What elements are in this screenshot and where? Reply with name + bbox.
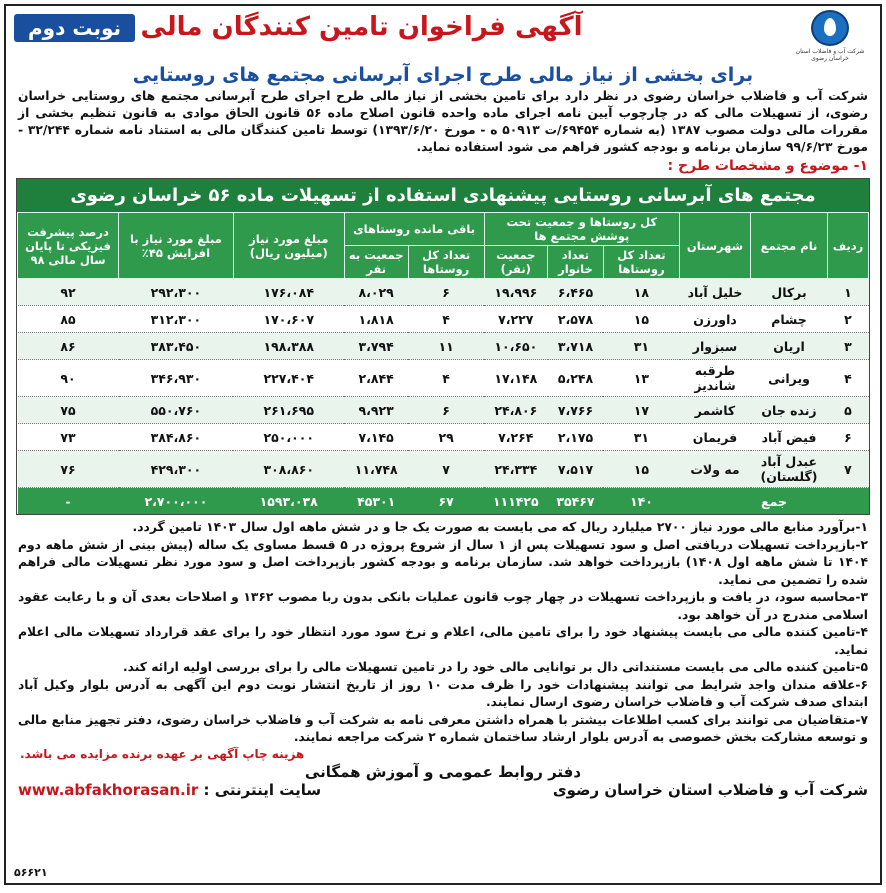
total-rem-villages: ۶۷ (408, 488, 484, 515)
advertisement-page (4, 4, 882, 885)
header-total-villages: تعداد کل روستاها (603, 246, 679, 279)
cell-villages: ۱۵ (603, 306, 679, 333)
cell-progress: ۸۵ (18, 306, 119, 333)
cell-amount: ۱۹۸،۳۸۸ (233, 333, 344, 360)
cell-population: ۲۴،۳۳۴ (484, 451, 548, 488)
footer-site-group (18, 781, 321, 799)
cell-amount: ۳۰۸،۸۶۰ (233, 451, 344, 488)
cell-households: ۶،۴۶۵ (548, 279, 604, 306)
total-amount-inc: ۲،۷۰۰،۰۰۰ (119, 488, 234, 515)
cell-city: طرقبه شاندیز (680, 360, 751, 397)
subtitle: برای بخشی از نیاز مالی طرح اجرای آبرسانی مجتمع های روستایی (132, 64, 754, 86)
projects-table-container (16, 178, 870, 515)
cell-villages: ۱۸ (603, 279, 679, 306)
table-row (18, 333, 869, 360)
footer-dept: دفتر روابط عمومی و آموزش همگانی (304, 762, 582, 781)
total-rem-population: ۴۵۳۰۱ (344, 488, 408, 515)
cell-rem-population: ۷،۱۴۵ (344, 424, 408, 451)
cell-rem-villages: ۲۹ (408, 424, 484, 451)
cell-villages: ۳۱ (603, 424, 679, 451)
header-complex: نام مجتمع (751, 213, 828, 279)
cell-city: کاشمر (680, 397, 751, 424)
note-item: ۶-علاقه مندان واجد شرایط می توانند پیشنهادات خود را ظرف مدت ۱۰ روز از تاریخ انتشار نوبت دوم این آگهی به آدرس بلوار وکیل آباد ابتدای صدف شرکت آب و فاضلاب خراسان رضوی ارسال نمایند. (18, 677, 868, 709)
cell-progress: ۷۳ (18, 424, 119, 451)
cell-progress: ۸۶ (18, 333, 119, 360)
header-row: ردیف (828, 213, 869, 279)
note-item: ۷-متقاضیان می توانند برای کسب اطلاعات بیشتر با همراه داشتن معرفی نامه به شرکت آب و فاضلاب خراسان رضوی، دفتر تجهیز منابع مالی و توسعه مشارکت بخش خصوصی به آدرس بلوار ارشاد ساختمان شماره ۲ شرکت مراجعه نمایند. (18, 712, 868, 744)
total-villages: ۱۴۰ (603, 488, 679, 515)
header (6, 6, 880, 66)
cell-rem-villages: ۶ (408, 397, 484, 424)
total-progress: - (18, 488, 119, 515)
cell-rem-villages: ۴ (408, 306, 484, 333)
cell-households: ۳،۷۱۸ (548, 333, 604, 360)
company-logo (788, 10, 872, 62)
table-row (18, 306, 869, 333)
cell-progress: ۹۲ (18, 279, 119, 306)
total-row (18, 488, 869, 515)
table-row (18, 451, 869, 488)
intro-paragraph: شرکت آب و فاضلاب خراسان رضوی در نظر دارد برای تامین بخشی از نیاز مالی طرح اجرای طرح آبرسانی مجتمع های روستایی خراسان رضوی، از تسهیلات مالی که در چارچوب آیین نامه اجرای ماده واحده قانون اصلاح ماده ۵۶ قانون الحاق موادی به قانون تنظیم بخشی از مقررات مالی دولت مصوب ۱۳۸۷ (به شماره ۶۹۴۵۴/ت ۵۰۹۱۳ ه - مورخ ۱۳۹۳/۶/۲۰) توسط تامین کنندگان مالی به استناد نامه شماره ۳۲/۲۴۴ - مورخ ۹۹/۶/۲۳ سازمان برنامه و بودجه کشور فراهم می شود استفاده نماید. (18, 89, 868, 154)
cell-city: مه ولات (680, 451, 751, 488)
cell-row: ۶ (828, 424, 869, 451)
table-row (18, 397, 869, 424)
header-city: شهرستان (680, 213, 751, 279)
note-item: ۱-برآورد منابع مالی مورد نیاز ۲۷۰۰ میلیارد ریال که می بایست به صورت یک جا و در شش ماهه اول سال ۱۴۰۳ تامین گردد. (132, 520, 868, 534)
note-item: ۴-تامین کننده مالی می بایست پیشنهاد خود را برای تامین مالی، اعلام و نرخ سود مورد انتظار خود را برای عقد قرارداد تسهیلات مالی اعلام نماید. (18, 625, 868, 657)
water-drop-icon (811, 10, 849, 46)
cell-population: ۲۴،۸۰۶ (484, 397, 548, 424)
cell-progress: ۷۵ (18, 397, 119, 424)
cell-complex: عبدل آباد (گلستان) (751, 451, 828, 488)
ad-code: ۵۶۶۲۱ (14, 866, 48, 879)
cell-city: داورزن (680, 306, 751, 333)
cell-amount-inc: ۳۴۶،۹۳۰ (119, 360, 234, 397)
cell-rem-population: ۲،۸۴۴ (344, 360, 408, 397)
cell-amount-inc: ۳۸۳،۴۵۰ (119, 333, 234, 360)
total-amount: ۱۵۹۳،۰۳۸ (233, 488, 344, 515)
header-population: جمعیت (نفر) (484, 246, 548, 279)
cell-progress: ۷۶ (18, 451, 119, 488)
cell-population: ۷،۲۲۷ (484, 306, 548, 333)
cell-amount: ۱۷۰،۶۰۷ (233, 306, 344, 333)
cell-amount-inc: ۲۹۲،۳۰۰ (119, 279, 234, 306)
header-progress: درصد پیشرفت فیزیکی تا پایان سال مالی ۹۸ (18, 213, 119, 279)
cell-complex: برکال (751, 279, 828, 306)
cell-population: ۱۹،۹۹۶ (484, 279, 548, 306)
cell-complex: چشام (751, 306, 828, 333)
cell-households: ۷،۷۶۶ (548, 397, 604, 424)
cell-population: ۱۷،۱۴۸ (484, 360, 548, 397)
cell-households: ۷،۵۱۷ (548, 451, 604, 488)
footer-bar (6, 781, 880, 799)
cell-amount-inc: ۳۸۴،۸۶۰ (119, 424, 234, 451)
cell-villages: ۱۵ (603, 451, 679, 488)
fee-note: هزینه چاپ آگهی بر عهده برنده مزایده می باشد. (20, 746, 305, 761)
table-title: مجتمع های آبرسانی روستایی پیشنهادی استفاده از تسهیلات ماده ۵۶ خراسان رضوی (17, 179, 869, 212)
footer-company: شرکت آب و فاضلاب استان خراسان رضوی (552, 780, 868, 799)
cell-villages: ۱۳ (603, 360, 679, 397)
cell-rem-population: ۳،۷۹۴ (344, 333, 408, 360)
cell-amount-inc: ۴۲۹،۳۰۰ (119, 451, 234, 488)
cell-row: ۵ (828, 397, 869, 424)
projects-table (17, 212, 869, 514)
header-amount: مبلغ مورد نیاز (میلیون ریال) (233, 213, 344, 279)
cell-villages: ۱۷ (603, 397, 679, 424)
table-row (18, 424, 869, 451)
cell-population: ۱۰،۶۵۰ (484, 333, 548, 360)
note-item: ۳-محاسبه سود، در یافت و بازپرداخت تسهیلات در چهار چوب قانون عملیات بانکی بدون ربا مصوب ۱۳۶۲ و اصلاحات بعدی آن و با رعایت عقود اسلامی مندرج در آن خواهد بود. (18, 590, 868, 622)
table-row (18, 360, 869, 397)
cell-amount-inc: ۳۱۲،۳۰۰ (119, 306, 234, 333)
cell-rem-villages: ۷ (408, 451, 484, 488)
table-row (18, 279, 869, 306)
cell-rem-villages: ۱۱ (408, 333, 484, 360)
cell-population: ۷،۲۶۴ (484, 424, 548, 451)
cell-rem-population: ۱۱،۷۴۸ (344, 451, 408, 488)
notes-list (6, 515, 880, 747)
cell-rem-villages: ۴ (408, 360, 484, 397)
cell-villages: ۳۱ (603, 333, 679, 360)
cell-amount: ۱۷۶،۰۸۴ (233, 279, 344, 306)
cell-households: ۲،۱۷۵ (548, 424, 604, 451)
cell-complex: فیض آباد (751, 424, 828, 451)
logo-text: شرکت آب و فاضلاب استان خراسان رضوی (795, 48, 865, 62)
cell-complex: ویرانی (751, 360, 828, 397)
cell-city: سبزوار (680, 333, 751, 360)
footer-site-label: سایت اینترنتی : (203, 780, 322, 799)
header-amount-inc: مبلغ مورد نیاز با افزایش ۴۵٪ (119, 213, 234, 279)
cell-amount: ۲۲۷،۴۰۴ (233, 360, 344, 397)
cell-row: ۲ (828, 306, 869, 333)
note-item: ۵-تامین کننده مالی می بایست مستنداتی دال بر توانایی مالی خود را در تامین تسهیلات مالی را برای بررسی اولیه ارائه کند. (122, 660, 868, 674)
cell-complex: اریان (751, 333, 828, 360)
cell-households: ۵،۲۴۸ (548, 360, 604, 397)
total-population: ۱۱۱۴۲۵ (484, 488, 548, 515)
total-label: جمع (680, 488, 869, 515)
main-title: آگهی فراخوان تامین کنندگان مالی (140, 12, 583, 42)
cell-rem-population: ۱،۸۱۸ (344, 306, 408, 333)
total-households: ۳۵۴۶۷ (548, 488, 604, 515)
note-item: ۲-بازپرداخت تسهیلات دریافتی اصل و سود تسهیلات پس از ۱ سال از شروع پروژه در ۵ قسط مساوی یک ساله (پیش بینی از شش ماهه دوم ۱۴۰۴ تا شش ماهه اول ۱۴۰۸) بازپرداخت خواهد شد. سازمان برنامه و بودجه کشور بازپرداخت اصل و سود مورد نظر تسهیلات مالی فراهم شده را تضمین می نماید. (18, 537, 868, 587)
header-total-group: کل روستاها و جمعیت تحت پوشش مجتمع ها (484, 213, 679, 246)
section-title: ۱- موضوع و مشخصات طرح : (667, 158, 868, 174)
cell-rem-villages: ۶ (408, 279, 484, 306)
header-households: تعداد خانوار (548, 246, 604, 279)
cell-city: فریمان (680, 424, 751, 451)
cell-amount: ۲۵۰،۰۰۰ (233, 424, 344, 451)
header-remaining-group: باقی مانده روستاهای (344, 213, 484, 246)
cell-rem-population: ۹،۹۲۳ (344, 397, 408, 424)
cell-complex: زنده جان (751, 397, 828, 424)
cell-row: ۴ (828, 360, 869, 397)
header-rem-population: جمعیت به نفر (344, 246, 408, 279)
cell-row: ۳ (828, 333, 869, 360)
cell-rem-population: ۸،۰۲۹ (344, 279, 408, 306)
cell-amount-inc: ۵۵۰،۷۶۰ (119, 397, 234, 424)
website-link[interactable]: www.abfakhorasan.ir (18, 780, 199, 799)
cell-row: ۱ (828, 279, 869, 306)
cell-households: ۲،۵۷۸ (548, 306, 604, 333)
round-badge: نوبت دوم (14, 14, 135, 42)
cell-progress: ۹۰ (18, 360, 119, 397)
cell-row: ۷ (828, 451, 869, 488)
cell-city: خلیل آباد (680, 279, 751, 306)
cell-amount: ۲۶۱،۶۹۵ (233, 397, 344, 424)
header-rem-villages: تعداد کل روستاها (408, 246, 484, 279)
